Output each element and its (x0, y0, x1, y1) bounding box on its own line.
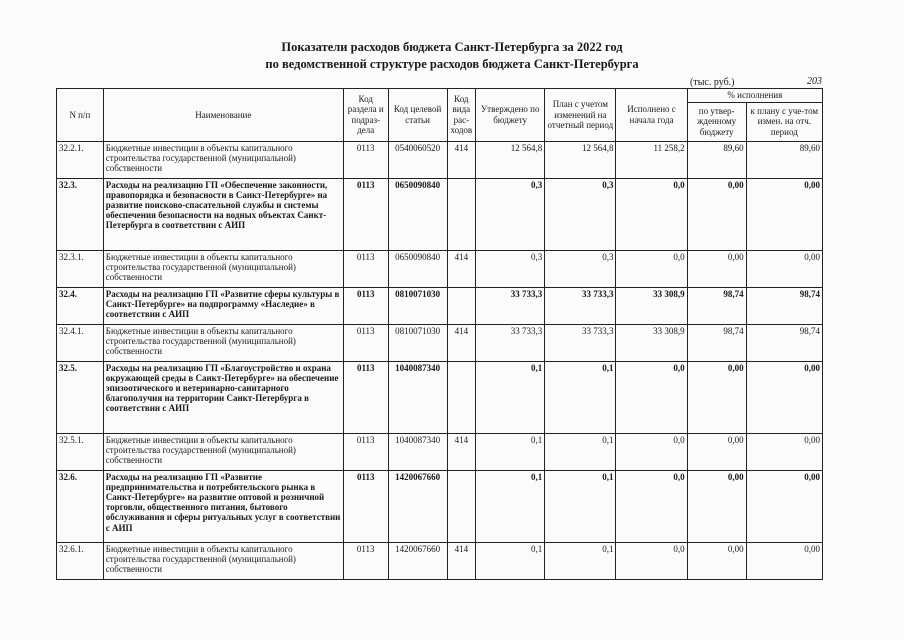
cell-target: 1040087340 (388, 433, 447, 470)
cell-approved: 33 733,3 (476, 324, 545, 361)
table-row (57, 361, 823, 433)
cell-executed: 0,0 (616, 178, 687, 250)
table-row (57, 287, 823, 324)
header-plan: План с учетом изменений на отчетный период (545, 89, 616, 142)
cell-plan: 0,1 (545, 361, 616, 433)
cell-section: 0113 (343, 542, 388, 579)
header-target-code: Код целевой статьи (388, 89, 447, 142)
cell-section: 0113 (343, 361, 388, 433)
cell-pct-plan: 98,74 (746, 324, 822, 361)
cell-executed: 0,0 (616, 361, 687, 433)
cell-approved: 0,3 (476, 178, 545, 250)
cell-pct-plan: 0,00 (746, 361, 822, 433)
cell-pct-plan: 0,00 (746, 250, 822, 287)
cell-type (447, 361, 475, 433)
header-approved: Утверждено по бюджету (476, 89, 545, 142)
cell-num: 32.4. (57, 287, 104, 324)
cell-plan: 0,1 (545, 470, 616, 542)
header-type-code: Код вида рас-ходов (447, 89, 475, 142)
cell-num: 32.6.1. (57, 542, 104, 579)
cell-name: Расходы на реализацию ГП «Развитие предпринимательства и потребительского рынка в Санкт-Петербурге» на развитие оптовой и розничной торговли, общественного питания, бытового обслуживания и сферы ритуальных услуг в соответствии с АИП (103, 470, 343, 542)
table-row (57, 542, 823, 579)
cell-section: 0113 (343, 324, 388, 361)
cell-pct-budget: 0,00 (687, 178, 746, 250)
cell-approved: 0,1 (476, 361, 545, 433)
cell-type: 414 (447, 250, 475, 287)
cell-pct-budget: 98,74 (687, 324, 746, 361)
cell-plan: 33 733,3 (545, 324, 616, 361)
cell-pct-plan: 0,00 (746, 542, 822, 579)
cell-plan: 0,3 (545, 178, 616, 250)
cell-target: 1420067660 (388, 470, 447, 542)
expenditure-table (56, 88, 823, 580)
cell-pct-budget: 0,00 (687, 542, 746, 579)
cell-target: 1420067660 (388, 542, 447, 579)
cell-plan: 0,3 (545, 250, 616, 287)
report-title: Показатели расходов бюджета Санкт-Петербурга за 2022 год (281, 40, 623, 54)
cell-type: 414 (447, 324, 475, 361)
cell-executed: 33 308,9 (616, 324, 687, 361)
cell-name: Расходы на реализацию ГП «Благоустройство и охрана окружающей среды в Санкт-Петербурге» на обеспечение эпизоотического и ветеринарно-санитарного благополучия на территории Санкт-Петербурга в соответствии с АИП (103, 361, 343, 433)
cell-name: Расходы на реализацию ГП «Обеспечение законности, правопорядка и безопасности в Санкт-Петербурге» на развитие поисково-спасательной службы и системы обеспечения безопасности на водных объектах Санкт-Петербурга в соответствии с АИП (103, 178, 343, 250)
header-pct-group: % исполнения (687, 89, 822, 103)
cell-name: Расходы на реализацию ГП «Развитие сферы культуры в Санкт-Петербурге» на подпрограмму «Наследие» в соответствии с АИП (103, 287, 343, 324)
cell-num: 32.6. (57, 470, 104, 542)
cell-approved: 0,1 (476, 433, 545, 470)
cell-num: 32.5. (57, 361, 104, 433)
cell-name: Бюджетные инвестиции в объекты капитального строительства государственной (муниципальной) собственности (103, 433, 343, 470)
report-subtitle: по ведомственной структуре расходов бюджета Санкт-Петербурга (265, 57, 639, 71)
cell-section: 0113 (343, 141, 388, 178)
table-row (57, 433, 823, 470)
cell-pct-plan: 0,00 (746, 470, 822, 542)
cell-pct-budget: 0,00 (687, 361, 746, 433)
cell-num: 32.2.1. (57, 141, 104, 178)
cell-target: 0650090840 (388, 250, 447, 287)
cell-approved: 0,3 (476, 250, 545, 287)
table-row (57, 178, 823, 250)
cell-section: 0113 (343, 433, 388, 470)
cell-section: 0113 (343, 470, 388, 542)
cell-pct-plan: 89,60 (746, 141, 822, 178)
cell-pct-budget: 0,00 (687, 250, 746, 287)
header-executed: Исполнено с начала года (616, 89, 687, 142)
cell-num: 32.3.1. (57, 250, 104, 287)
cell-executed: 33 308,9 (616, 287, 687, 324)
header-pct-budget: по утвер-жденному бюджету (687, 102, 746, 141)
cell-target: 1040087340 (388, 361, 447, 433)
table-row (57, 324, 823, 361)
cell-type (447, 287, 475, 324)
header-num: N п/п (57, 89, 104, 142)
cell-pct-plan: 98,74 (746, 287, 822, 324)
cell-executed: 11 258,2 (616, 141, 687, 178)
cell-pct-budget: 0,00 (687, 433, 746, 470)
cell-plan: 33 733,3 (545, 287, 616, 324)
cell-pct-budget: 89,60 (687, 141, 746, 178)
table-row (57, 141, 823, 178)
cell-target: 0540060520 (388, 141, 447, 178)
cell-name: Бюджетные инвестиции в объекты капитального строительства государственной (муниципальной) собственности (103, 324, 343, 361)
table-row (57, 470, 823, 542)
cell-num: 32.3. (57, 178, 104, 250)
cell-pct-plan: 0,00 (746, 433, 822, 470)
header-pct-plan: к плану с уче-том измен. на отч. период (746, 102, 822, 141)
cell-approved: 0,1 (476, 470, 545, 542)
cell-type (447, 470, 475, 542)
cell-type: 414 (447, 542, 475, 579)
unit-label: (тыс. руб.) (690, 77, 735, 88)
cell-plan: 0,1 (545, 542, 616, 579)
cell-target: 0650090840 (388, 178, 447, 250)
cell-target: 0810071030 (388, 287, 447, 324)
cell-plan: 0,1 (545, 433, 616, 470)
header-section-code: Код раздела и подраз-дела (343, 89, 388, 142)
cell-section: 0113 (343, 178, 388, 250)
table-body (57, 141, 823, 579)
page-number: 203 (807, 76, 822, 87)
cell-type (447, 178, 475, 250)
cell-name: Бюджетные инвестиции в объекты капитального строительства государственной (муниципальной) собственности (103, 141, 343, 178)
cell-plan: 12 564,8 (545, 141, 616, 178)
cell-name: Бюджетные инвестиции в объекты капитального строительства государственной (муниципальной) собственности (103, 250, 343, 287)
cell-type: 414 (447, 141, 475, 178)
table-row (57, 250, 823, 287)
cell-name: Бюджетные инвестиции в объекты капитального строительства государственной (муниципальной) собственности (103, 542, 343, 579)
cell-executed: 0,0 (616, 542, 687, 579)
cell-type: 414 (447, 433, 475, 470)
cell-executed: 0,0 (616, 433, 687, 470)
cell-num: 32.5.1. (57, 433, 104, 470)
cell-pct-budget: 98,74 (687, 287, 746, 324)
header-name: Наименование (103, 89, 343, 142)
cell-num: 32.4.1. (57, 324, 104, 361)
cell-executed: 0,0 (616, 250, 687, 287)
cell-approved: 33 733,3 (476, 287, 545, 324)
cell-target: 0810071030 (388, 324, 447, 361)
cell-approved: 12 564,8 (476, 141, 545, 178)
cell-executed: 0,0 (616, 470, 687, 542)
cell-pct-budget: 0,00 (687, 470, 746, 542)
cell-pct-plan: 0,00 (746, 178, 822, 250)
cell-section: 0113 (343, 287, 388, 324)
cell-approved: 0,1 (476, 542, 545, 579)
cell-section: 0113 (343, 250, 388, 287)
